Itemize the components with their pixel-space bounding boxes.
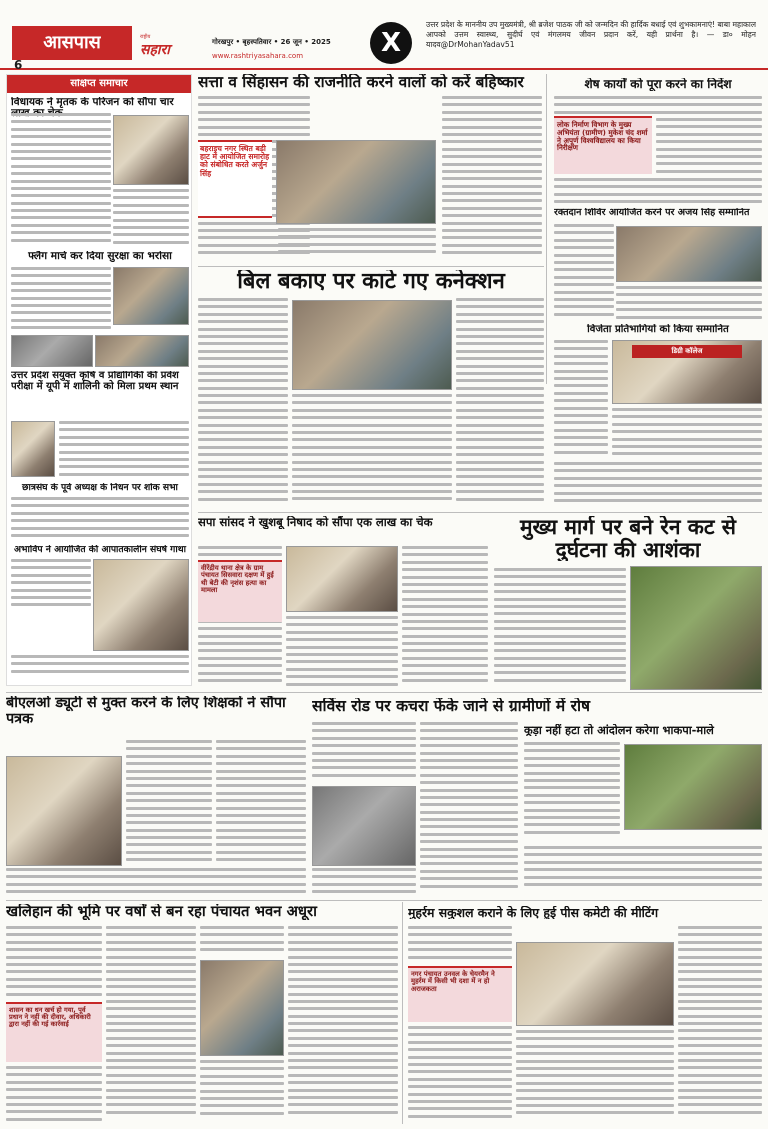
- blo-photo: [6, 756, 122, 866]
- article-text: [113, 189, 189, 249]
- bijli-headline: बिल बकाए पर काटे गए कनेक्शन: [237, 270, 505, 294]
- news-photo: [95, 335, 189, 367]
- masthead: [0, 0, 768, 70]
- article-text: [11, 267, 111, 333]
- portrait-photo: [11, 421, 55, 477]
- x-logo-icon: [370, 22, 412, 64]
- article-text: [11, 559, 91, 609]
- khalihan-headline: खलिहान की भूमि पर वर्षों से बन रहा पंचायत भवन अधूरा: [6, 904, 317, 920]
- bijli-photo: [292, 300, 452, 390]
- right-quote-text: लोक निर्माण विभाग के मुख्य अभियंता (ग्रामीण) मुकेश चंद शर्मा ने अपूर्ण विश्वविद्यालय का किया निरीक्षण: [557, 120, 648, 153]
- article-text: [494, 568, 626, 690]
- camp-photo: [616, 226, 762, 282]
- lead-photo: [276, 140, 436, 224]
- article-text: [616, 286, 762, 324]
- section-rule: [6, 692, 762, 693]
- article-text: [278, 228, 436, 262]
- article-text: [11, 655, 189, 681]
- section-label: [12, 26, 132, 60]
- article-text: [516, 1030, 674, 1124]
- column-rule: [546, 74, 547, 384]
- article-text: [554, 178, 762, 208]
- tweet-text: उत्तर प्रदेश के माननीय उप मुख्यमंत्री, श्री ब्रजेश पाठक जी को जन्मदिन की हार्दिक बधाई एवं शुभकामनाएं! बाबा महाकाल आपको उत्तम स्वास्थ्य, सुदीर्घ एवं मंगलमय जीवन प्रदान करें, यही प्रार्थना है। — डा० मोहन यादव@DrMohanYadav51: [426, 20, 756, 49]
- news-photo: [113, 267, 189, 325]
- column-rule: [402, 902, 403, 1124]
- article-text: [200, 926, 284, 958]
- camp-headline: रक्तदान शिविर आयोजित करने पर अजय सिंह सम्मानित: [554, 208, 750, 218]
- section-rule: [198, 266, 544, 267]
- sidebar-headline: छात्रसंघ के पूर्व अध्यक्ष के निधन पर शोक सभा: [22, 483, 178, 493]
- garbage-headline: सर्विस रोड पर कचरा फेंके जाने से ग्रामीणों में रोष: [312, 698, 591, 715]
- article-text: [11, 497, 189, 541]
- kooda-headline: कूड़ा नहीं हटा तो आंदोलन करेगा भाकपा-माले: [524, 724, 714, 737]
- article-text: [126, 740, 212, 866]
- article-text: [11, 113, 111, 249]
- article-text: [288, 926, 398, 1124]
- article-text: [6, 926, 102, 1000]
- paper-logo-name: सहारा: [140, 42, 170, 58]
- city-date: गोरखपुर • बृहस्पतिवार • 26 जून • 2025: [212, 38, 331, 46]
- article-text: [6, 1066, 102, 1124]
- khalihan-quote-box: [6, 1002, 102, 1062]
- khalihan-photo: [200, 960, 284, 1056]
- news-photo: [11, 335, 93, 367]
- muharram-quote-box: [408, 966, 512, 1022]
- article-text: [198, 298, 288, 510]
- article-text: [524, 846, 762, 898]
- article-text: [678, 926, 762, 1124]
- article-text: [524, 742, 620, 842]
- article-text: [554, 96, 762, 116]
- article-text: [312, 868, 416, 898]
- website[interactable]: www.rashtriyasahara.com: [212, 52, 304, 60]
- winners-photo: [612, 340, 762, 404]
- muharram-photo: [516, 942, 674, 1026]
- lead-quote-box: [198, 140, 272, 218]
- article-text: [59, 421, 189, 479]
- article-text: [408, 926, 512, 964]
- sidebar-title: [7, 75, 191, 93]
- section-rule: [6, 900, 762, 901]
- section-title: आसपास: [43, 33, 101, 53]
- railway-headline: मुख्य मार्ग पर बने रेन कट से दुर्घटना की आशंका: [519, 516, 737, 562]
- winners-banner: डिग्री कॉलेज: [632, 345, 742, 358]
- article-text: [442, 96, 542, 262]
- lead-headline: सत्ता व सिंहासन की राजनीति करने वालों को करें बहिष्कार: [198, 74, 524, 91]
- article-text: [286, 616, 398, 690]
- article-text: [292, 394, 452, 510]
- article-text: [402, 546, 488, 690]
- article-text: [456, 298, 544, 510]
- news-photo: [93, 559, 189, 651]
- article-text: [420, 722, 518, 898]
- winners-headline: विजेता प्रतिभागियों को किया सम्मानित: [587, 324, 729, 335]
- article-text: [312, 722, 416, 784]
- right-quote-box: [554, 116, 652, 174]
- section-rule: [198, 512, 762, 513]
- cheque-quote-box: [198, 560, 282, 622]
- article-text: [656, 118, 762, 178]
- cheque-quote-text: वीरेंद्रीय थाना क्षेत्र के ग्राम पंचायत सिसवारा दक्षण में हुई थी बेटी की नृशंस हत्या का मामला: [201, 564, 274, 594]
- muharram-quote-text: नगर पंचायत उनवल के चेयरमैन ने मुहर्रम में किसी भी दशा में न हो अराजकता: [411, 970, 495, 993]
- khalihan-quote-text: शासन का धन खर्च हो गया, पूर्व प्रधान ने नहीं की दीवार, अधिकारी द्वारा नहीं की गई कार्रवाई: [9, 1006, 91, 1029]
- sidebar-headline: अभाविप ने आयोजित की आपातकालीन संघर्ष गाथा: [14, 545, 186, 555]
- lead-quote-text: बहराइच नगर स्थित बड़ी हाट में आयोजित समारोह को संबोधित करते अर्जुन सिंह: [200, 144, 270, 178]
- article-text: [408, 1026, 512, 1124]
- page-number: 6: [14, 58, 23, 72]
- kooda-photo: [624, 744, 762, 830]
- x-logo-letter: X: [380, 28, 402, 58]
- sidebar-title-text: संक्षिप्त समाचार: [70, 78, 128, 89]
- article-text: [554, 340, 608, 460]
- sidebar-headline: उत्तर प्रदेश संयुक्त कृषि व प्रोद्योगिकी की प्रवेश परीक्षा में यूपी में शालिनी को मिला प्रथम स्थान: [11, 371, 179, 392]
- muharram-headline: मुहर्रम सकुशल कराने के लिए हुई पीस कमेटी की मीटिंग: [408, 906, 659, 920]
- article-text: [106, 926, 196, 1124]
- garbage-photo: [312, 786, 416, 866]
- article-text: [200, 1060, 284, 1124]
- paper-logo-small: राष्ट्रीय: [140, 34, 151, 40]
- article-text: [6, 868, 306, 898]
- article-text: [612, 408, 762, 460]
- sidebar: [6, 74, 192, 686]
- right-top-headline: शेष कार्यों को पूरा करने का निर्देश: [584, 78, 732, 91]
- cheque-headline: सपा सांसद ने खुशबू निषाद को सौंपा एक लाख का चेक: [198, 516, 433, 529]
- sidebar-headline: विधायक ने मृतक के परिजन को सौंपा चार: [11, 97, 174, 108]
- news-photo: [113, 115, 189, 185]
- blo-headline: बीएलओ ड्यूटी से मुक्त करने के लिए शिक्षकों ने सौंपा पत्रक: [6, 696, 286, 727]
- cheque-photo: [286, 546, 398, 612]
- sidebar-headline: फ्लैग मार्च कर दिया सुरक्षा का भरोसा: [28, 251, 172, 262]
- railway-photo: [630, 566, 762, 690]
- article-text: [216, 740, 306, 866]
- paper-logo: [140, 34, 210, 60]
- article-text: [554, 462, 762, 510]
- article-text: [554, 224, 614, 322]
